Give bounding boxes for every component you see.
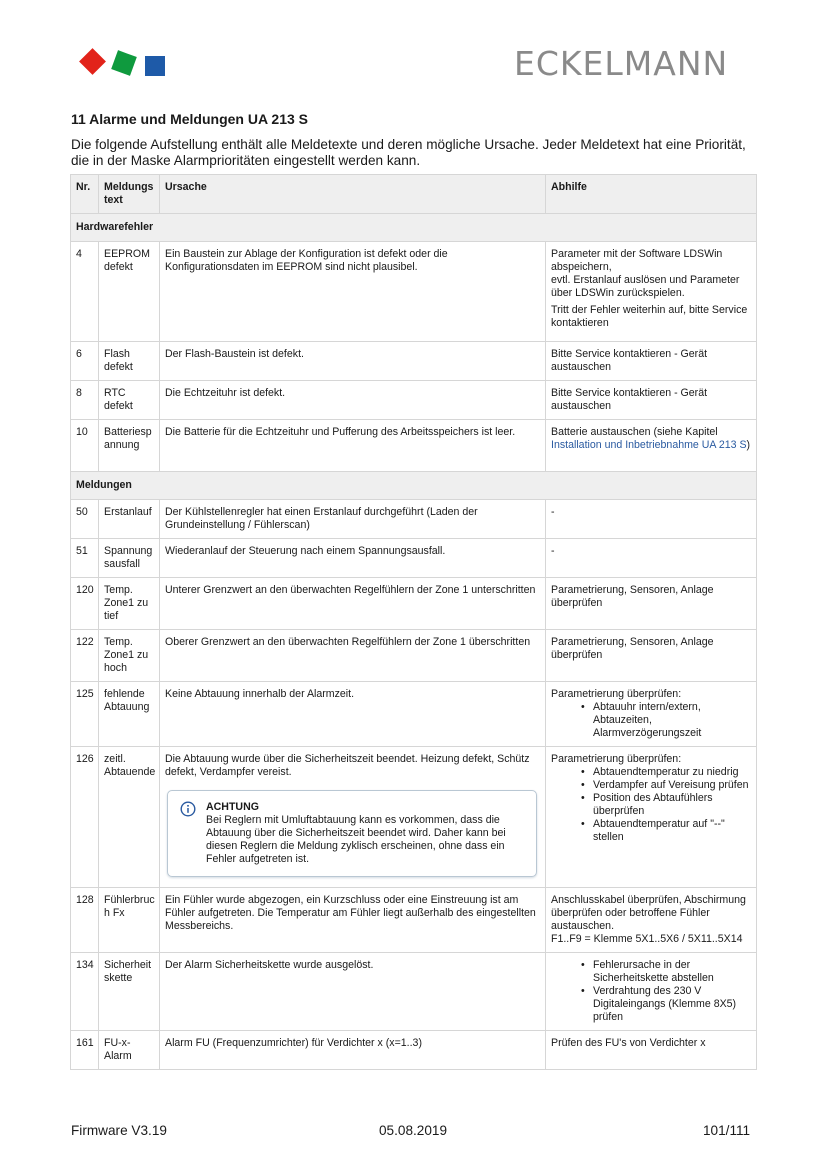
cell-fix — [546, 953, 757, 1031]
cell-fix: - — [546, 500, 757, 539]
cell-text: Erstanlauf — [99, 500, 160, 539]
cell-cause: Ein Fühler wurde abgezogen, ein Kurzschluss oder eine Einstreuung ist am Fühler aufgetreten. Die Temperatur am Fühler liegt außerhalb des eingestellten Messbereichs. — [160, 888, 546, 953]
cell-cause: Ein Baustein zur Ablage der Konfiguration ist defekt oder die Konfigurationsdaten im EEPROM sind nicht plausibel. — [160, 242, 546, 342]
fix-line: Tritt der Fehler weiterhin auf, bitte Service kontaktieren — [551, 304, 748, 329]
cell-nr: 126 — [71, 747, 99, 888]
section-row-messages — [71, 472, 757, 500]
header-cause: Ursache — [160, 175, 546, 214]
cell-text: Fühlerbruc h Fx — [99, 888, 160, 953]
table-row — [71, 888, 757, 953]
fix-bullet-list — [551, 959, 752, 1024]
logo-blue-square — [145, 56, 165, 76]
cell-text: EEPROM defekt — [99, 242, 160, 342]
cell-text: Temp. Zone1 zu tief — [99, 578, 160, 630]
cell-text: fehlende Abtauung — [99, 682, 160, 747]
logo-red-square — [79, 48, 106, 75]
cell-fix — [546, 888, 757, 953]
chapter-link[interactable]: Installation und Inbetriebnahme UA 213 S — [551, 439, 747, 451]
cell-cause: Keine Abtauung innerhalb der Alarmzeit. — [160, 682, 546, 747]
cause-text: Die Abtauung wurde über die Sicherheitszeit beendet. Heizung defekt, Schütz defekt, Verdampfer vereist. — [165, 753, 530, 778]
cell-nr: 10 — [71, 420, 99, 472]
note-title: ACHTUNG — [206, 801, 259, 813]
table-row — [71, 381, 757, 420]
fix-line: Parameter mit der Software LDSWin abspeichern, — [551, 248, 723, 273]
table-row — [71, 420, 757, 472]
cell-cause: Der Kühlstellenregler hat einen Erstanlauf durchgeführt (Laden der Grundeinstellung / Fühlerscan) — [160, 500, 546, 539]
table-row — [71, 539, 757, 578]
cell-fix — [546, 242, 757, 342]
info-icon — [180, 801, 196, 817]
cell-text: Batteriesp annung — [99, 420, 160, 472]
fix-bullet-list — [551, 701, 752, 740]
section-label: Hardwarefehler — [71, 214, 757, 242]
header-nr: Nr. — [71, 175, 99, 214]
cell-text: Flash defekt — [99, 342, 160, 381]
brand-wordmark: ECKELMANN — [514, 44, 729, 83]
cell-nr: 134 — [71, 953, 99, 1031]
company-logo — [76, 46, 168, 80]
table-row — [71, 342, 757, 381]
cell-nr: 122 — [71, 630, 99, 682]
alarm-table — [70, 174, 757, 1070]
cell-cause: Unterer Grenzwert an den überwachten Regelfühlern der Zone 1 unterschritten — [160, 578, 546, 630]
fix-bullet: • Abtauendtemperatur auf "--" stellen — [593, 818, 752, 844]
cell-text: Spannung sausfall — [99, 539, 160, 578]
header-fix: Abhilfe — [546, 175, 757, 214]
cell-fix: Bitte Service kontaktieren - Gerät austauschen — [546, 342, 757, 381]
cell-cause — [160, 747, 546, 888]
cell-fix: Prüfen des FU's von Verdichter x — [546, 1031, 757, 1070]
cell-nr: 51 — [71, 539, 99, 578]
fix-line: evtl. Erstanlauf auslösen und Parameter über LDSWin zurückspielen. — [551, 274, 740, 299]
table-header-row — [71, 175, 757, 214]
cell-nr: 125 — [71, 682, 99, 747]
fix-bullet-list — [551, 766, 752, 844]
cell-cause: Alarm FU (Frequenzumrichter) für Verdichter x (x=1..3) — [160, 1031, 546, 1070]
table-row — [71, 747, 757, 888]
cell-cause: Die Echtzeituhr ist defekt. — [160, 381, 546, 420]
cell-fix: - — [546, 539, 757, 578]
cell-fix: Bitte Service kontaktieren - Gerät austauschen — [546, 381, 757, 420]
cell-fix: Parametrierung, Sensoren, Anlage überprüfen — [546, 578, 757, 630]
fix-text: Batterie austauschen (siehe Kapitel — [551, 426, 718, 438]
fix-bullet: • Verdampfer auf Vereisung prüfen — [593, 779, 752, 792]
cell-cause: Die Batterie für die Echtzeituhr und Pufferung des Arbeitsspeichers ist leer. — [160, 420, 546, 472]
cell-fix — [546, 682, 757, 747]
fix-text-end: ) — [746, 439, 751, 451]
note-text: Bei Reglern mit Umluftabtauung kann es vorkommen, dass die Abtauung über die Sicherheitszeit beendet wird. Daher kann bei diesen Reglern die Meldung zyklisch erscheinen, ohne dass ein Fehler aufgetreten ist. — [206, 814, 506, 865]
fix-bullet: • Position des Abtaufühlers überprüfen — [593, 792, 752, 818]
fix-bullet: • Fehlerursache in der Sicherheitskette abstellen — [593, 959, 752, 985]
table-row — [71, 682, 757, 747]
cell-cause: Der Flash-Baustein ist defekt. — [160, 342, 546, 381]
cell-text: zeitl. Abtauende — [99, 747, 160, 888]
cell-fix — [546, 747, 757, 888]
cell-text: Temp. Zone1 zu hoch — [99, 630, 160, 682]
table-row — [71, 1031, 757, 1070]
intro-paragraph: Die folgende Aufstellung enthält alle Meldetexte und deren mögliche Ursache. Jeder Meldetext hat eine Priorität, die in der Maske Alarmprioritäten eingestellt werden kann. — [71, 137, 746, 168]
fix-bullet: • Abtauuhr intern/extern, Abtauzeiten, Alarmverzögerungszeit — [593, 701, 752, 740]
fix-line: Parametrierung überprüfen: — [551, 753, 682, 765]
cell-cause: Der Alarm Sicherheitskette wurde ausgelöst. — [160, 953, 546, 1031]
cell-nr: 161 — [71, 1031, 99, 1070]
header-text: Meldungs text — [99, 175, 160, 214]
table-row — [71, 630, 757, 682]
footer-page-number: 101/111 — [703, 1123, 751, 1138]
cell-cause: Wiederanlauf der Steuerung nach einem Spannungsausfall. — [160, 539, 546, 578]
table-row — [71, 953, 757, 1031]
cell-cause: Oberer Grenzwert an den überwachten Regelfühlern der Zone 1 überschritten — [160, 630, 546, 682]
cell-nr: 6 — [71, 342, 99, 381]
cell-text: RTC defekt — [99, 381, 160, 420]
table-row — [71, 578, 757, 630]
fix-line: Parametrierung überprüfen: — [551, 688, 682, 700]
fix-line: F1..F9 = Klemme 5X1..5X6 / 5X11..5X14 — [551, 933, 743, 945]
cell-nr: 120 — [71, 578, 99, 630]
section-row-hardware — [71, 214, 757, 242]
cell-text: FU-x-Alarm — [99, 1031, 160, 1070]
footer-date: 05.08.2019 — [379, 1123, 448, 1138]
cell-text: Sicherheit skette — [99, 953, 160, 1031]
table-row — [71, 500, 757, 539]
cell-nr: 4 — [71, 242, 99, 342]
fix-line: Anschlusskabel überprüfen, Abschirmung überprüfen oder betroffene Fühler austauschen. — [551, 894, 746, 932]
warning-note — [167, 790, 537, 877]
fix-bullet: • Abtauendtemperatur zu niedrig — [593, 766, 752, 779]
table-row — [71, 242, 757, 342]
logo-green-square — [111, 50, 137, 76]
page-title: 11 Alarme und Meldungen UA 213 S — [71, 111, 309, 127]
cell-nr: 8 — [71, 381, 99, 420]
cell-fix: Parametrierung, Sensoren, Anlage überprüfen — [546, 630, 757, 682]
cell-nr: 50 — [71, 500, 99, 539]
cell-fix — [546, 420, 757, 472]
fix-bullet: • Verdrahtung des 230 V Digitaleingangs (Klemme 8X5) prüfen — [593, 985, 752, 1024]
cell-nr: 128 — [71, 888, 99, 953]
section-label: Meldungen — [71, 472, 757, 500]
footer-firmware: Firmware V3.19 — [71, 1123, 167, 1138]
